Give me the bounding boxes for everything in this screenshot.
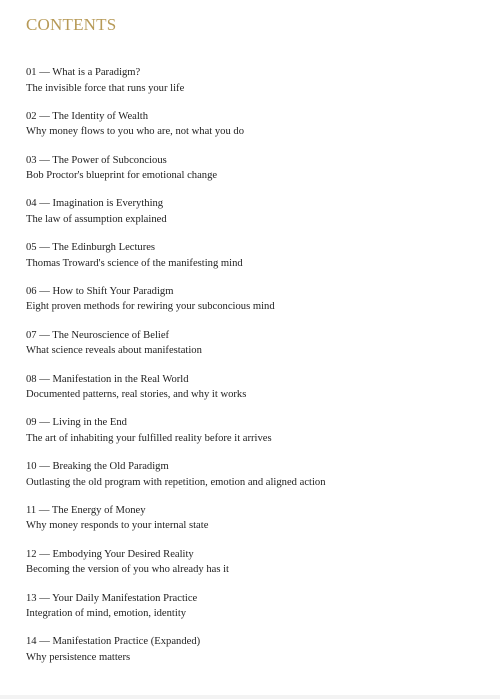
toc-entry-07[interactable]: [26, 328, 486, 372]
toc-entry-heading[interactable]: 06 — How to Shift Your Paradigm: [26, 285, 174, 297]
toc-entry-heading[interactable]: 14 — Manifestation Practice (Expanded): [26, 636, 201, 648]
toc-entry-heading[interactable]: 11 — The Energy of Money: [26, 504, 146, 516]
toc-entry-subtitle: The law of assumption explained: [26, 213, 167, 225]
toc-entry-08[interactable]: [26, 372, 486, 416]
toc-entry-09[interactable]: [26, 415, 486, 459]
toc-entry-subtitle: Thomas Troward's science of the manifesting mind: [26, 257, 243, 269]
toc-entry-subtitle: Becoming the version of you who already has it: [26, 564, 229, 576]
toc-entry-heading[interactable]: 12 — Embodying Your Desired Reality: [26, 548, 194, 560]
toc-entry-subtitle: Outlasting the old program with repetition, emotion and aligned action: [26, 476, 326, 488]
toc-entry-04[interactable]: [26, 196, 486, 240]
toc-entry-subtitle: Why persistence matters: [26, 651, 131, 663]
toc-entry-06[interactable]: [26, 284, 486, 328]
toc-entry-subtitle: Why money flows to you who are, not what you do: [26, 126, 245, 138]
toc-entry-heading[interactable]: 03 — The Power of Subconcious: [26, 154, 167, 166]
toc-entry-02[interactable]: [26, 109, 486, 153]
toc-entry-heading[interactable]: 05 — The Edinburgh Lectures: [26, 242, 156, 254]
toc-entry-12[interactable]: [26, 547, 486, 591]
toc-entry-heading[interactable]: 04 — Imagination is Everything: [26, 198, 164, 210]
toc-entry-heading[interactable]: 07 — The Neuroscience of Belief: [26, 329, 170, 341]
toc-entry-10[interactable]: [26, 459, 486, 503]
toc-entry-01[interactable]: [26, 65, 486, 109]
page-title: CONTENTS: [26, 15, 117, 34]
toc-entry-13[interactable]: [26, 591, 486, 635]
toc-entry-subtitle: The art of inhabiting your fulfilled reality before it arrives: [26, 432, 272, 444]
toc-entry-heading[interactable]: 10 — Breaking the Old Paradigm: [26, 461, 169, 473]
bottom-divider: [0, 695, 500, 699]
toc-entry-heading[interactable]: 09 — Living in the End: [26, 417, 127, 429]
toc-entry-11[interactable]: [26, 503, 486, 547]
toc-entry-subtitle: What science reveals about manifestation: [26, 345, 202, 357]
toc-entry-subtitle: Documented patterns, real stories, and why it works: [26, 389, 247, 401]
toc-entry-heading[interactable]: 01 — What is a Paradigm?: [26, 67, 141, 78]
toc-entry-subtitle: Integration of mind, emotion, identity: [26, 608, 187, 620]
toc-entry-heading[interactable]: 02 — The Identity of Wealth: [26, 110, 149, 122]
toc-entry-05[interactable]: [26, 240, 486, 284]
toc-entry-subtitle: Eight proven methods for rewiring your subconcious mind: [26, 301, 275, 313]
toc-entry-14[interactable]: [26, 634, 486, 678]
toc-entry-subtitle: The invisible force that runs your life: [26, 82, 185, 94]
toc-entry-heading[interactable]: 08 — Manifestation in the Real World: [26, 373, 189, 385]
table-of-contents: [26, 65, 486, 678]
toc-entry-heading[interactable]: 13 — Your Daily Manifestation Practice: [26, 592, 198, 604]
toc-entry-subtitle: Bob Proctor's blueprint for emotional change: [26, 170, 218, 182]
toc-entry-subtitle: Why money responds to your internal state: [26, 520, 209, 532]
toc-entry-03[interactable]: [26, 153, 486, 197]
